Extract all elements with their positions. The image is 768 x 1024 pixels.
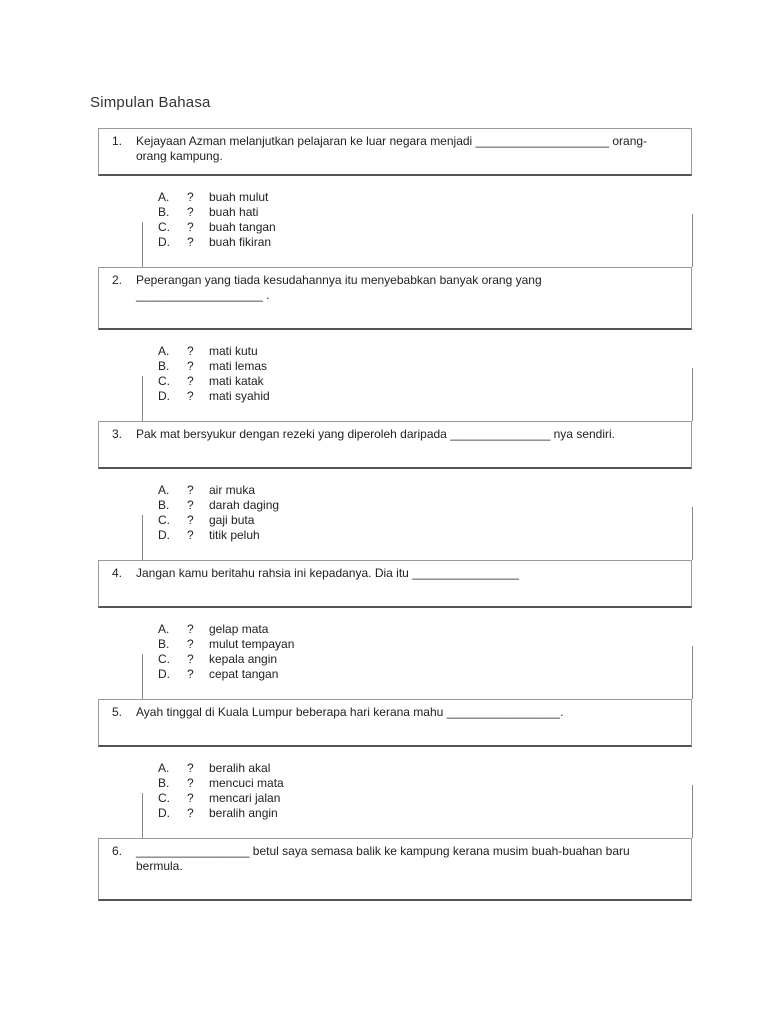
option-row[interactable]	[0, 637, 768, 652]
option-text: gelap mata	[209, 622, 269, 636]
option-text: air muka	[209, 483, 256, 497]
question-text: Ayah tinggal di Kuala Lumpur beberapa hari kerana mahu _________________.	[136, 705, 564, 719]
option-letter: B.	[158, 205, 170, 219]
option-row[interactable]	[0, 528, 768, 543]
option-row[interactable]	[0, 806, 768, 821]
question-text: _________________ betul saya semasa balik ke kampung kerana musim buah-buahan baru bermula.	[136, 844, 630, 873]
option-marker: ?	[187, 220, 194, 234]
page-title: Simpulan Bahasa	[90, 94, 211, 111]
option-letter: D.	[158, 389, 170, 403]
option-marker: ?	[187, 374, 194, 388]
option-text: buah hati	[209, 205, 259, 219]
option-row[interactable]	[0, 498, 768, 513]
option-text: mati kutu	[209, 344, 258, 358]
option-marker: ?	[187, 190, 194, 204]
question-text: Jangan kamu beritahu rahsia ini kepadanya. Dia itu ________________	[136, 566, 519, 580]
option-text: mati lemas	[209, 359, 268, 373]
option-letter: C.	[158, 652, 170, 666]
option-row[interactable]	[0, 205, 768, 220]
option-marker: ?	[187, 776, 194, 790]
question-box	[98, 267, 692, 330]
option-text: mencuci mata	[209, 776, 284, 790]
option-row[interactable]	[0, 513, 768, 528]
option-row[interactable]	[0, 235, 768, 250]
option-row[interactable]	[0, 220, 768, 235]
option-marker: ?	[187, 622, 194, 636]
option-row[interactable]	[0, 652, 768, 667]
option-row[interactable]	[0, 776, 768, 791]
question-number: 5.	[112, 705, 123, 719]
question-box	[98, 421, 692, 469]
option-row[interactable]	[0, 667, 768, 682]
option-text: beralih angin	[209, 806, 278, 820]
question-text: Peperangan yang tiada kesudahannya itu menyebabkan banyak orang yang ___________________ .	[136, 273, 542, 302]
question-number: 6.	[112, 844, 123, 858]
option-marker: ?	[187, 528, 194, 542]
option-text: kepala angin	[209, 652, 278, 666]
option-row[interactable]	[0, 374, 768, 389]
option-marker: ?	[187, 483, 194, 497]
option-letter: A.	[158, 483, 170, 497]
option-text: buah tangan	[209, 220, 276, 234]
question-box	[98, 560, 692, 608]
option-text: darah daging	[209, 498, 280, 512]
option-marker: ?	[187, 359, 194, 373]
question-number: 3.	[112, 427, 123, 441]
question-box	[98, 699, 692, 747]
option-row[interactable]	[0, 190, 768, 205]
option-text: buah fikiran	[209, 235, 272, 249]
option-letter: B.	[158, 359, 170, 373]
option-text: beralih akal	[209, 761, 271, 775]
question-number: 1.	[112, 134, 123, 148]
option-letter: A.	[158, 761, 170, 775]
option-marker: ?	[187, 806, 194, 820]
option-marker: ?	[187, 235, 194, 249]
option-letter: C.	[158, 220, 170, 234]
option-text: mati katak	[209, 374, 264, 388]
option-row[interactable]	[0, 791, 768, 806]
option-letter: A.	[158, 622, 170, 636]
option-marker: ?	[187, 344, 194, 358]
option-text: mati syahid	[209, 389, 270, 403]
option-letter: D.	[158, 667, 170, 681]
option-row[interactable]	[0, 483, 768, 498]
option-letter: C.	[158, 791, 170, 805]
option-text: mulut tempayan	[209, 637, 295, 651]
option-row[interactable]	[0, 359, 768, 374]
question-number: 2.	[112, 273, 123, 287]
option-marker: ?	[187, 761, 194, 775]
option-letter: B.	[158, 498, 170, 512]
option-text: cepat tangan	[209, 667, 279, 681]
option-letter: D.	[158, 235, 170, 249]
option-letter: C.	[158, 513, 170, 527]
option-letter: B.	[158, 637, 170, 651]
question-number: 4.	[112, 566, 123, 580]
option-row[interactable]	[0, 622, 768, 637]
option-row[interactable]	[0, 389, 768, 404]
option-text: mencari jalan	[209, 791, 281, 805]
option-marker: ?	[187, 513, 194, 527]
option-letter: A.	[158, 344, 170, 358]
option-marker: ?	[187, 791, 194, 805]
option-row[interactable]	[0, 761, 768, 776]
option-letter: A.	[158, 190, 170, 204]
option-letter: C.	[158, 374, 170, 388]
option-letter: D.	[158, 806, 170, 820]
option-text: buah mulut	[209, 190, 269, 204]
option-letter: B.	[158, 776, 170, 790]
option-marker: ?	[187, 389, 194, 403]
option-marker: ?	[187, 205, 194, 219]
option-marker: ?	[187, 652, 194, 666]
option-letter: D.	[158, 528, 170, 542]
option-marker: ?	[187, 498, 194, 512]
option-marker: ?	[187, 667, 194, 681]
question-text: Pak mat bersyukur dengan rezeki yang diperoleh daripada _______________ nya sendiri.	[136, 427, 615, 441]
question-text: Kejayaan Azman melanjutkan pelajaran ke luar negara menjadi ____________________ orang-orang kampung.	[136, 134, 648, 163]
option-text: titik peluh	[209, 528, 260, 542]
option-text: gaji buta	[209, 513, 255, 527]
option-marker: ?	[187, 637, 194, 651]
question-box	[98, 838, 692, 901]
question-box	[98, 128, 692, 176]
option-row[interactable]	[0, 344, 768, 359]
